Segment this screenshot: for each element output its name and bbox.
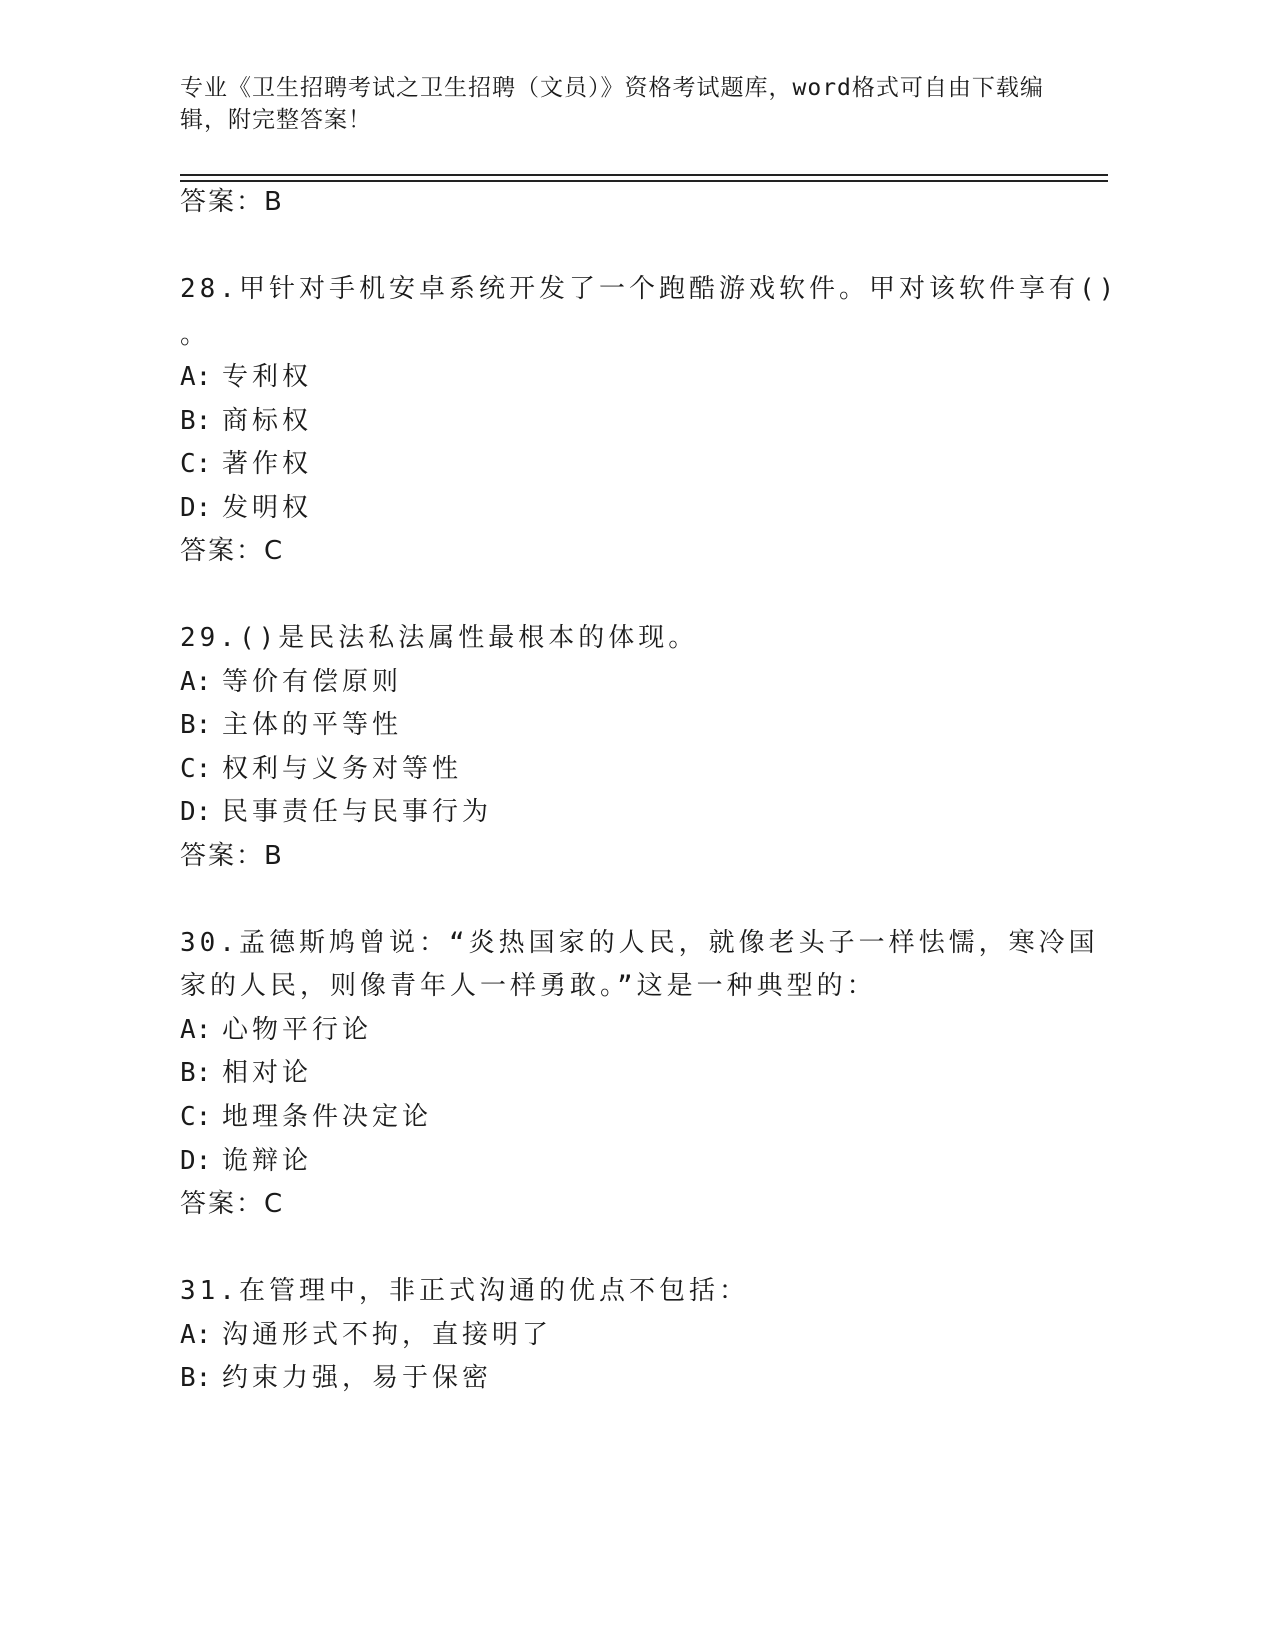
answer-value: C: [264, 1189, 285, 1219]
option-a: [180, 360, 312, 394]
option-a: [180, 1318, 552, 1352]
option-b: [180, 708, 402, 742]
option-text: 等价有偿原则: [222, 667, 403, 697]
option-key: B:: [180, 1058, 212, 1088]
answer-line: [180, 839, 284, 873]
answer-value: C: [264, 536, 285, 566]
option-text: 诡辩论: [222, 1146, 313, 1176]
question-stem: 29.()是民法私法属性最根本的体现。: [180, 623, 699, 653]
option-key: B:: [180, 406, 212, 436]
option-text: 权利与义务对等性: [222, 754, 463, 784]
option-key: C:: [180, 1102, 212, 1132]
option-c: [180, 447, 312, 481]
option-key: B:: [180, 710, 212, 740]
option-d: [180, 795, 492, 829]
option-text: 专利权: [222, 362, 313, 392]
option-text: 民事责任与民事行为: [222, 797, 493, 827]
option-text: 地理条件决定论: [222, 1102, 433, 1132]
question-stem: 31.在管理中，非正式沟通的优点不包括：: [180, 1276, 749, 1306]
question-stem: 30.孟德斯鸠曾说：“炎热国家的人民，就像老头子一样怯懦，寒冷国: [180, 928, 1099, 958]
option-text: 心物平行论: [222, 1015, 373, 1045]
option-key: A:: [180, 667, 212, 697]
option-text: 主体的平等性: [222, 710, 403, 740]
header-divider-bottom: [180, 180, 1108, 182]
question-stem-continued: 。: [180, 320, 211, 350]
answer-label: 答案：: [180, 536, 265, 566]
answer-label: 答案：: [180, 841, 265, 871]
option-d: [180, 1144, 312, 1178]
option-key: D:: [180, 797, 212, 827]
option-key: D:: [180, 1146, 212, 1176]
answer-line: [180, 1187, 284, 1221]
document-page: [180, 0, 1119, 1650]
question-stem: 28.甲针对手机安卓系统开发了一个跑酷游戏软件。甲对该软件享有(): [180, 274, 1119, 304]
option-text: 约束力强，易于保密: [222, 1363, 493, 1393]
answer-line: [180, 534, 284, 568]
document-header: 专业《卫生招聘考试之卫生招聘（文员）》资格考试题库，word格式可自由下载编辑，附完整答案！: [180, 75, 1044, 133]
option-b: [180, 1361, 492, 1395]
option-key: A:: [180, 1320, 212, 1350]
answer-label: 答案：: [180, 187, 265, 217]
option-key: C:: [180, 754, 212, 784]
option-c: [180, 1100, 432, 1134]
header-divider-top: [180, 174, 1108, 176]
option-d: [180, 491, 312, 525]
option-key: C:: [180, 449, 212, 479]
option-key: B:: [180, 1363, 212, 1393]
option-key: A:: [180, 1015, 212, 1045]
option-text: 发明权: [222, 493, 313, 523]
option-text: 相对论: [222, 1058, 313, 1088]
option-key: D:: [180, 493, 212, 523]
option-text: 沟通形式不拘，直接明了: [222, 1320, 553, 1350]
option-c: [180, 752, 462, 786]
option-text: 著作权: [222, 449, 313, 479]
answer-value: B: [264, 841, 284, 871]
option-b: [180, 404, 312, 438]
answer-label: 答案：: [180, 1189, 265, 1219]
question-stem-continued: 家的人民，则像青年人一样勇敢。”这是一种典型的：: [180, 971, 877, 1001]
answer-line: [180, 185, 284, 219]
option-key: A:: [180, 362, 212, 392]
option-b: [180, 1056, 312, 1090]
option-a: [180, 1013, 372, 1047]
option-a: [180, 665, 402, 699]
answer-value: B: [264, 187, 284, 217]
option-text: 商标权: [222, 406, 313, 436]
